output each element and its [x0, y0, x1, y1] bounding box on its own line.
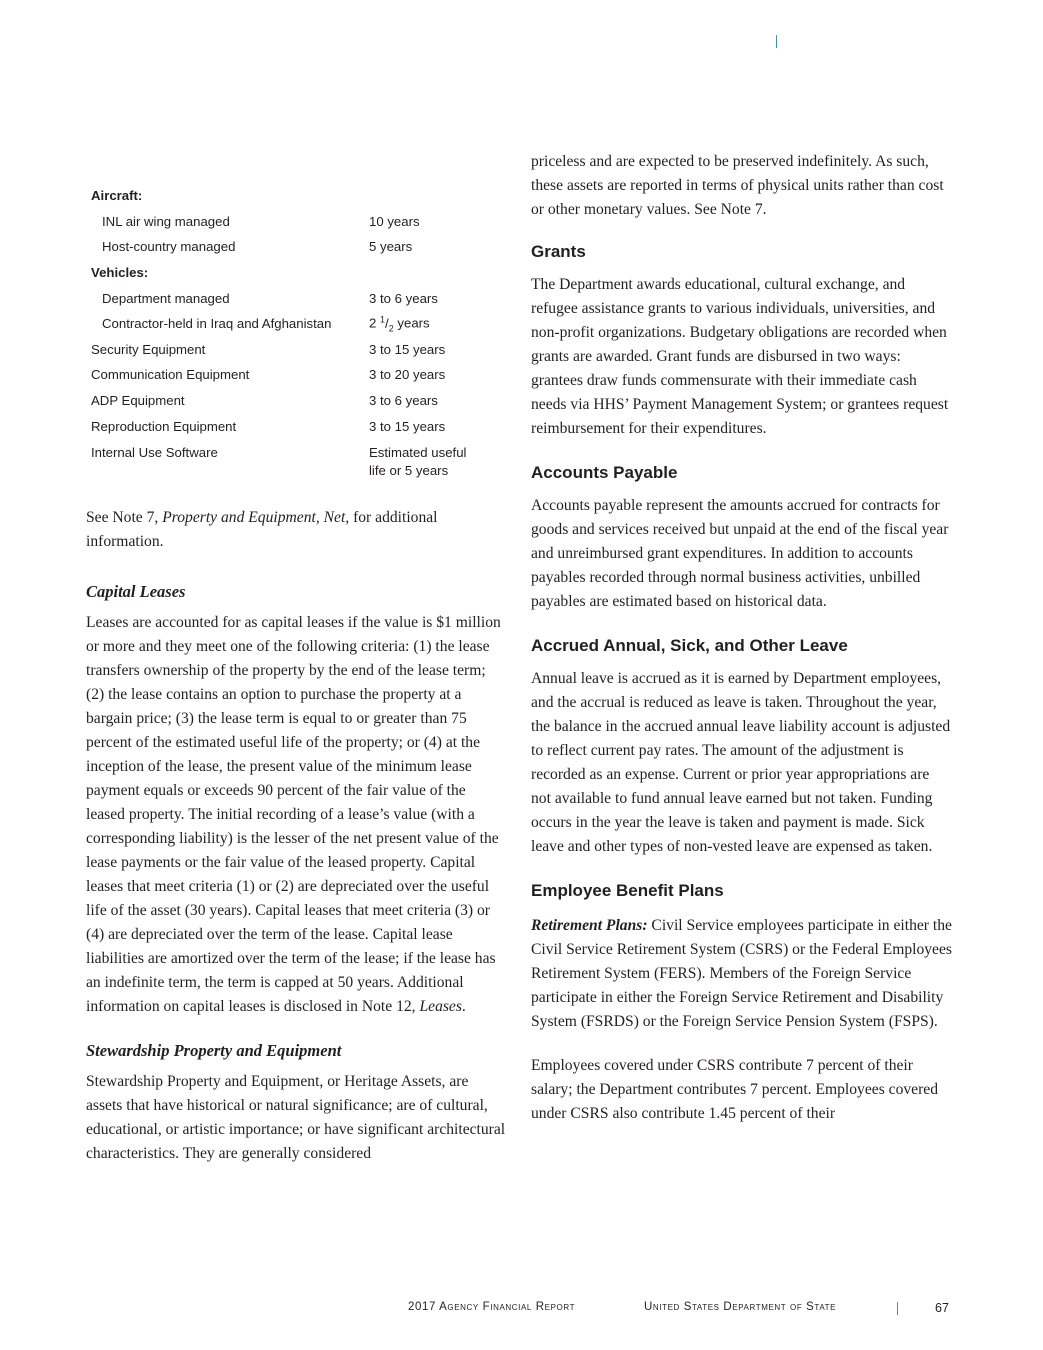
table-row [86, 285, 506, 311]
inl-label: INL air wing managed [102, 213, 230, 229]
header-accent-rule [776, 35, 777, 48]
contractor-value [369, 311, 506, 337]
fraction-denominator: 2 [388, 323, 394, 334]
retirement-plans-text: Civil Service employees participate in either the Civil Service Retirement System (CSRS) or the Federal Employees Retirement System (FERS). Members of the Foreign Service participate in either the Foreign Service Retirement and Disability System (FSRDS) or the Foreign Service Pension System (FSPS). [531, 917, 952, 1030]
table-row [86, 413, 506, 439]
table-row [86, 337, 506, 363]
benefit-plans-heading: Employee Benefit Plans [531, 881, 724, 900]
reproduction-value: 3 to 15 years [369, 418, 446, 434]
adp-value: 3 to 6 years [369, 393, 438, 409]
accounts-payable-heading: Accounts Payable [531, 463, 678, 482]
inl-value: 10 years [369, 213, 420, 229]
table-row [86, 362, 506, 388]
table-row [86, 439, 506, 480]
left-column [86, 183, 506, 1166]
adp-label: ADP Equipment [91, 393, 185, 409]
capital-leases-heading: Capital Leases [86, 581, 186, 601]
retirement-plans-paragraph [531, 914, 953, 1034]
host-label: Host-country managed [102, 239, 236, 255]
software-label: Internal Use Software [91, 444, 218, 460]
stewardship-heading: Stewardship Property and Equipment [86, 1040, 342, 1060]
see-note-prefix: See Note 7, [86, 508, 163, 526]
stewardship-body: Stewardship Property and Equipment, or Heritage Assets, are assets that have historical or natural significance; are of cultural, educational, or artistic importance; or have significant architectural characteristics. They are generally considered [86, 1072, 506, 1162]
table-row [86, 183, 506, 209]
reproduction-label: Reproduction Equipment [91, 418, 237, 434]
see-note-paragraph [86, 506, 506, 554]
contractor-value-whole: 2 [369, 315, 377, 331]
capital-leases-body [86, 611, 506, 1019]
capital-leases-text: Leases are accounted for as capital leases if the value is $1 million or more and they meet one of the following criteria: (1) the lease transfers ownership of the property by the end of the lease term; (2) the lease contains an option to purchase the property at a bargain price; (3) the lease term is equal to or greater than 75 percent of the estimated useful life of the property; or (4) at the inception of the lease, the present value of the minimum lease payment equals or exceeds 90 percent of the fair value of the leased property. The initial recording of a lease’s value (with a corresponding liability) is the lesser of the net present value of the lease payments or the fair value of the leased property. Capital leases that meet criteria (1) or (2) are depreciated over the useful life of the asset (30 years). Capital leases that meet criteria (3) or (4) are depreciated over the term of the lease. Capital lease liabilities are amortized over the term of the lease; if the lease has an indefinite term, the term is capped at 50 years. Additional information on capital leases is disclosed in Note 12, [86, 613, 501, 1015]
grants-body: The Department awards educational, cultural exchange, and refugee assistance grants to various individuals, universities, and non-profit organizations. Budgetary obligations are recorded when grants are awarded. Grant funds are disbursed in two ways: grantees draw funds commensurate with their immediate cash needs via HHS’ Payment Management System; or grantees request reimbursement for their expenditures. [531, 276, 949, 437]
contractor-fraction: $^1/_2$ [380, 314, 394, 334]
grants-heading: Grants [531, 242, 586, 261]
capital-leases-note-ref: Leases [419, 997, 462, 1015]
page-footer [0, 1301, 1043, 1317]
security-label: Security Equipment [91, 341, 206, 357]
table-row [86, 388, 506, 414]
host-value: 5 years [369, 239, 413, 255]
footer-report-title: 2017 Agency Financial Report [408, 1301, 576, 1313]
table-row [86, 209, 506, 235]
see-note-link-text: Property and Equipment, Net, [162, 508, 350, 526]
csrs-paragraph: Employees covered under CSRS contribute 7 percent of their salary; the Department contributes 7 percent. Employees covered under CSRS also contribute 1.45 percent of their [531, 1057, 939, 1122]
accrued-leave-heading: Accrued Annual, Sick, and Other Leave [531, 636, 848, 655]
communication-value: 3 to 20 years [369, 367, 446, 383]
retirement-plans-run-head: Retirement Plans: [531, 917, 648, 934]
dept-label: Department managed [102, 290, 230, 306]
software-value-line1: Estimated useful [369, 444, 467, 460]
right-column [531, 150, 953, 1126]
contractor-label: Contractor-held in Iraq and Afghanistan [102, 316, 332, 332]
vehicles-header: Vehicles: [91, 265, 149, 281]
accounts-payable-body: Accounts payable represent the amounts accrued for contracts for goods and services received but unpaid at the end of the fiscal year and unreimbursed grant expenditures. In addition to accounts payables recorded through normal business activities, unbilled payables are estimated based on historical data. [531, 497, 949, 610]
software-value-line2: life or 5 years [369, 462, 449, 478]
communication-label: Communication Equipment [91, 367, 250, 383]
capital-leases-end: . [461, 997, 466, 1015]
accrued-leave-body: Annual leave is accrued as it is earned by Department employees, and the accrual is reduced as leave is taken. Throughout the year, the balance in the accrued annual leave liability account is adjusted to reflect current pay rates. The amount of the adjustment is recorded as an expense. Current or prior year appropriations are not available to fund annual leave earned but not taken. Funding occurs in the year the leave is taken and payment is made. Sick leave and other types of non-vested leave are expensed as taken. [531, 670, 951, 855]
fraction-numerator: 1 [380, 314, 386, 325]
table-row [86, 234, 506, 260]
page-number: 67 [935, 1301, 949, 1315]
software-value [369, 439, 506, 480]
security-value: 3 to 15 years [369, 341, 446, 357]
contractor-value-unit: years [397, 315, 430, 331]
table-row [86, 311, 506, 337]
see-note-suffix: for additional information. [86, 508, 438, 550]
table-row [86, 260, 506, 286]
footer-accent-rule [897, 1302, 898, 1315]
useful-life-table [86, 183, 506, 480]
footer-department: United States Department of State [644, 1301, 837, 1313]
aircraft-header: Aircraft: [91, 188, 143, 204]
stewardship-continuation: priceless and are expected to be preserved indefinitely. As such, these assets are reported in terms of physical units rather than cost or other monetary values. See Note 7. [531, 153, 944, 218]
dept-value: 3 to 6 years [369, 290, 438, 306]
